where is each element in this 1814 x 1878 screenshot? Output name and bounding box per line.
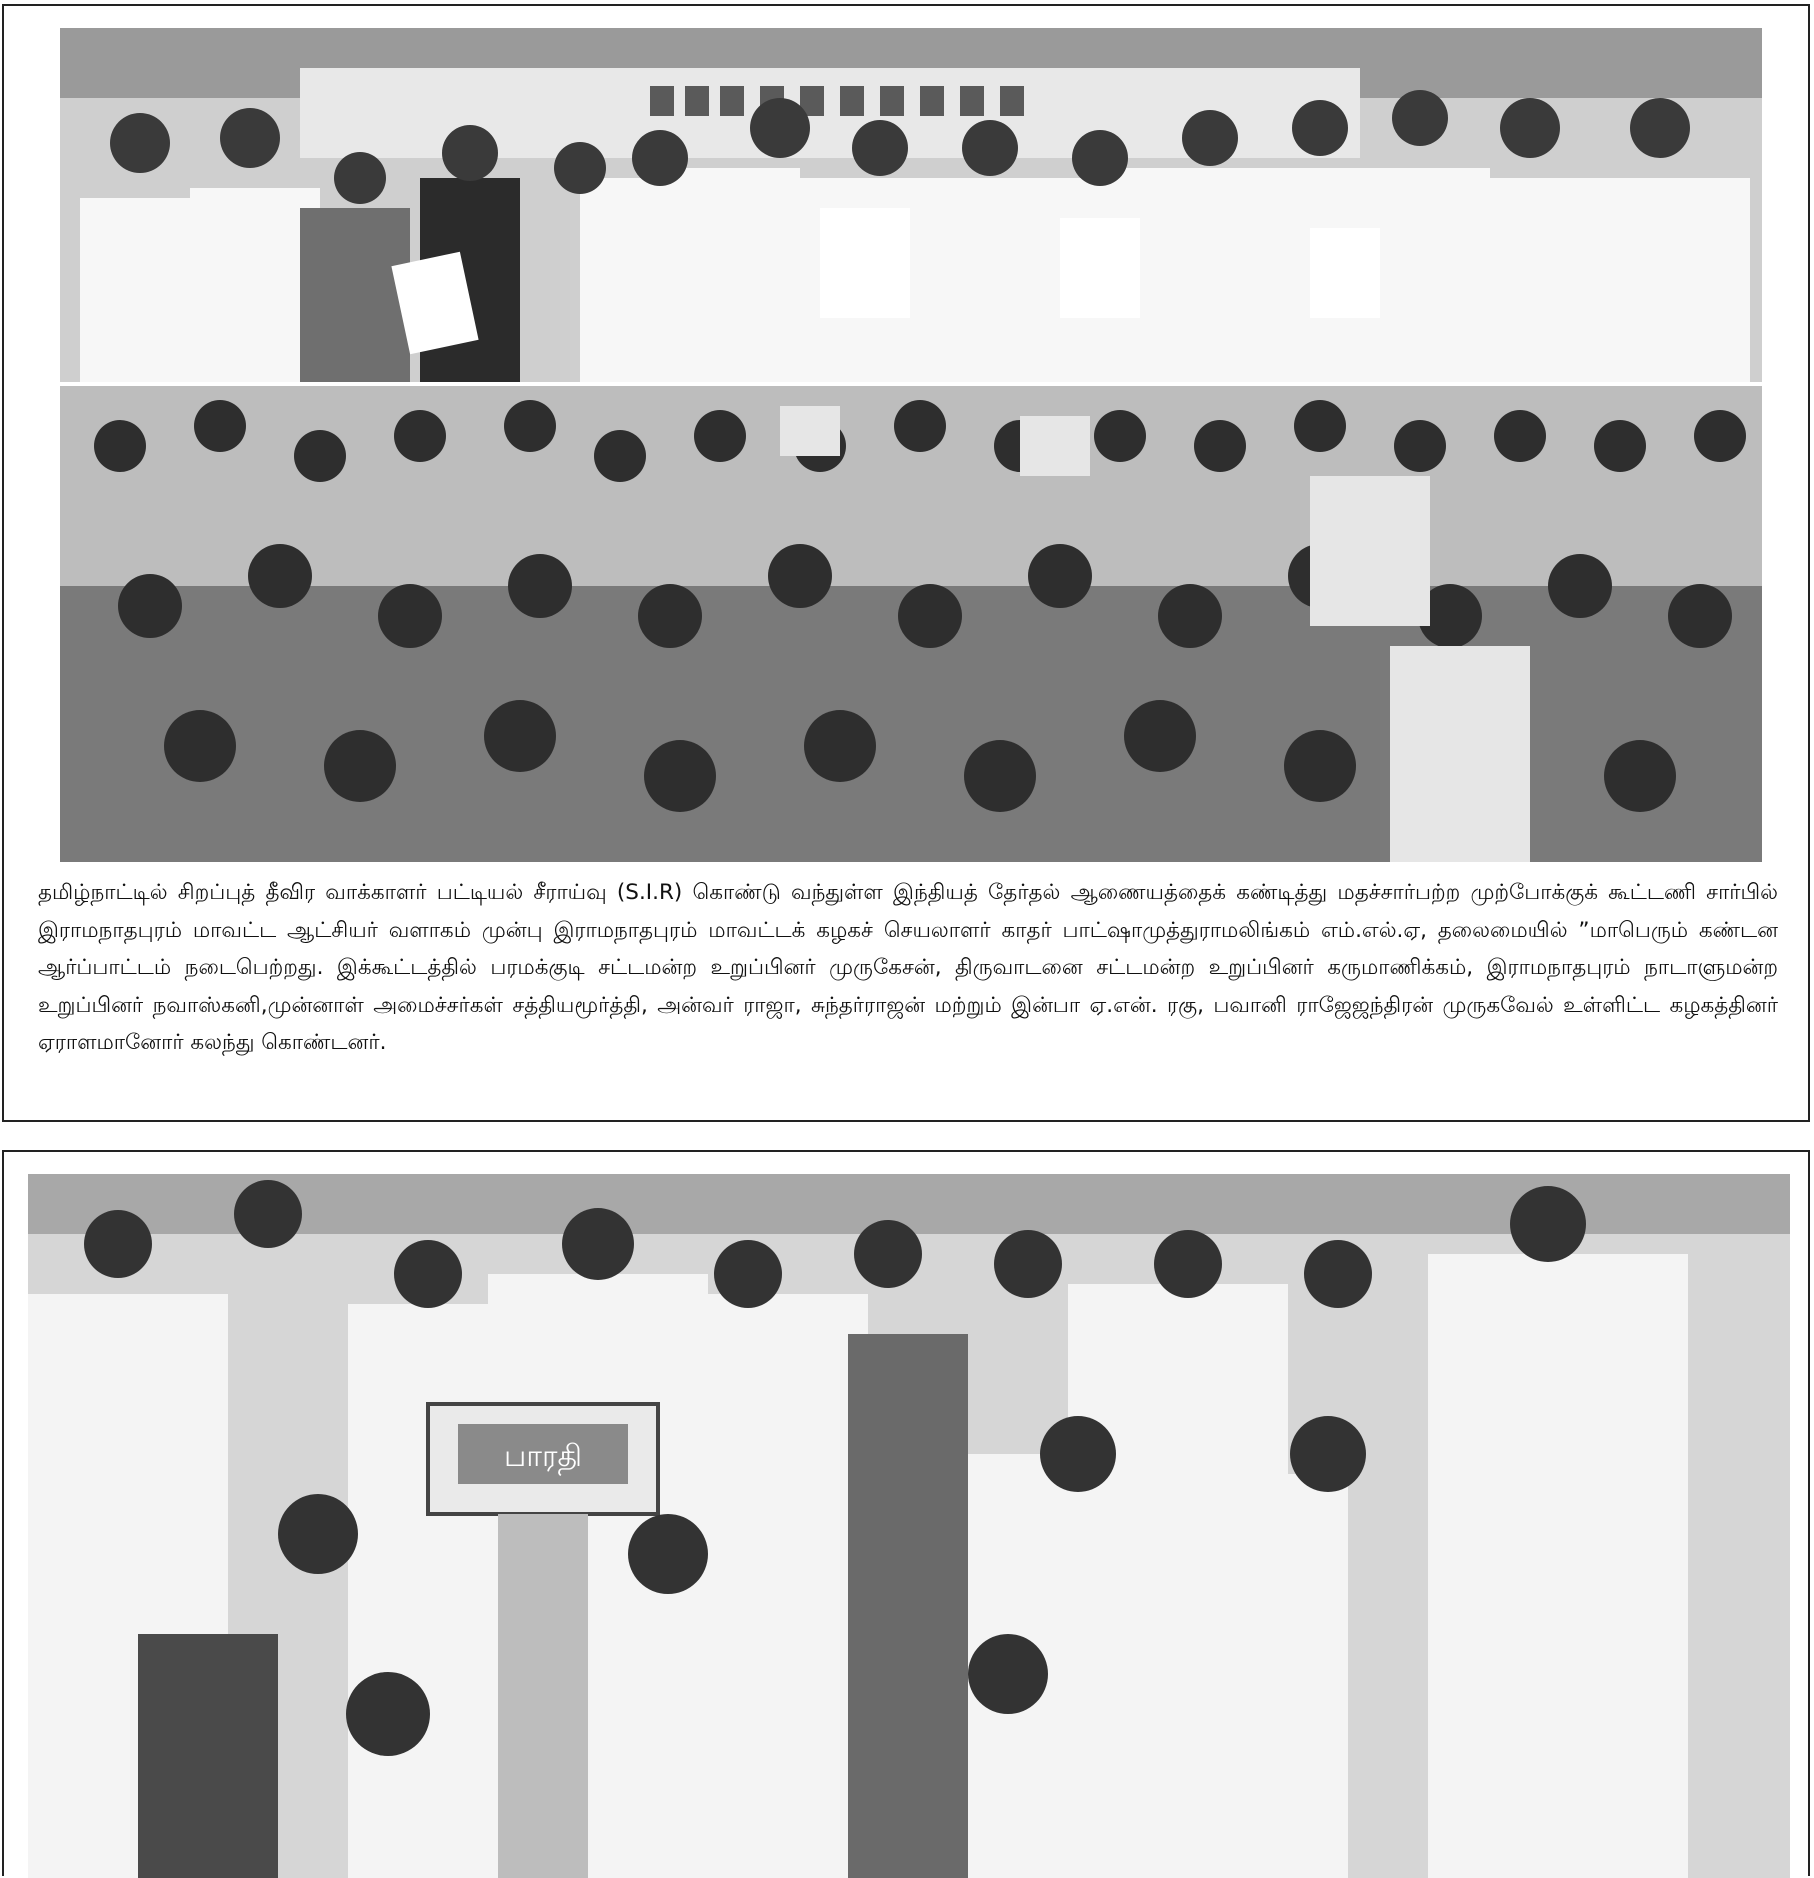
podium-sign: பாரதி xyxy=(503,1439,583,1474)
protest-crowd-photo xyxy=(60,386,1762,862)
news-panel-1 xyxy=(2,4,1810,1122)
protest-leaders-image xyxy=(60,28,1762,382)
news-panel-2 xyxy=(2,1150,1810,1876)
protest-crowd-image xyxy=(60,386,1762,862)
protest-leaders-photo xyxy=(60,28,1762,382)
news-caption: தமிழ்நாட்டில் சிறப்புத் தீவிர வாக்காளர் பட்டியல் சீராய்வு (S.I.R) கொண்டு வந்துள்ள இந்தியத் தேர்தல் ஆணையத்தைக் கண்டித்து மதச்சார்பற்ற முற்போக்குக் கூட்டணி சார்பில் இராமநாதபுரம் மாவட்ட ஆட்சியர் வளாகம் முன்பு இராமநாதபுரம் மாவட்டக் கழகச் செயலாளர் காதர் பாட்ஷாமுத்துராமலிங்கம் எம்.எல்.ஏ, தலைமையில் ”மாபெரும் கண்டன ஆர்ப்பாட்டம் நடைபெற்றது. இக்கூட்டத்தில் பரமக்குடி சட்டமன்ற உறுப்பினர் முருகேசன், திருவாடனை சட்டமன்ற உறுப்பினர் கருமாணிக்கம், இராமநாதபுரம் நாடாளுமன்ற உறுப்பினர் நவாஸ்கனி,முன்னாள் அமைச்சர்கள் சத்தியமூர்த்தி, அன்வர் ராஜா, சுந்தர்ராஜன் மற்றும் இன்பா ஏ.என். ரகு, பவானி ராஜேஜந்திரன் முருகவேல் உள்ளிட்ட கழகத்தினர் ஏராளமானோர் கலந்து கொண்டனர். xyxy=(38,880,1778,1055)
stage-speakers-photo xyxy=(28,1174,1790,1878)
stage-speakers-image xyxy=(28,1174,1790,1878)
